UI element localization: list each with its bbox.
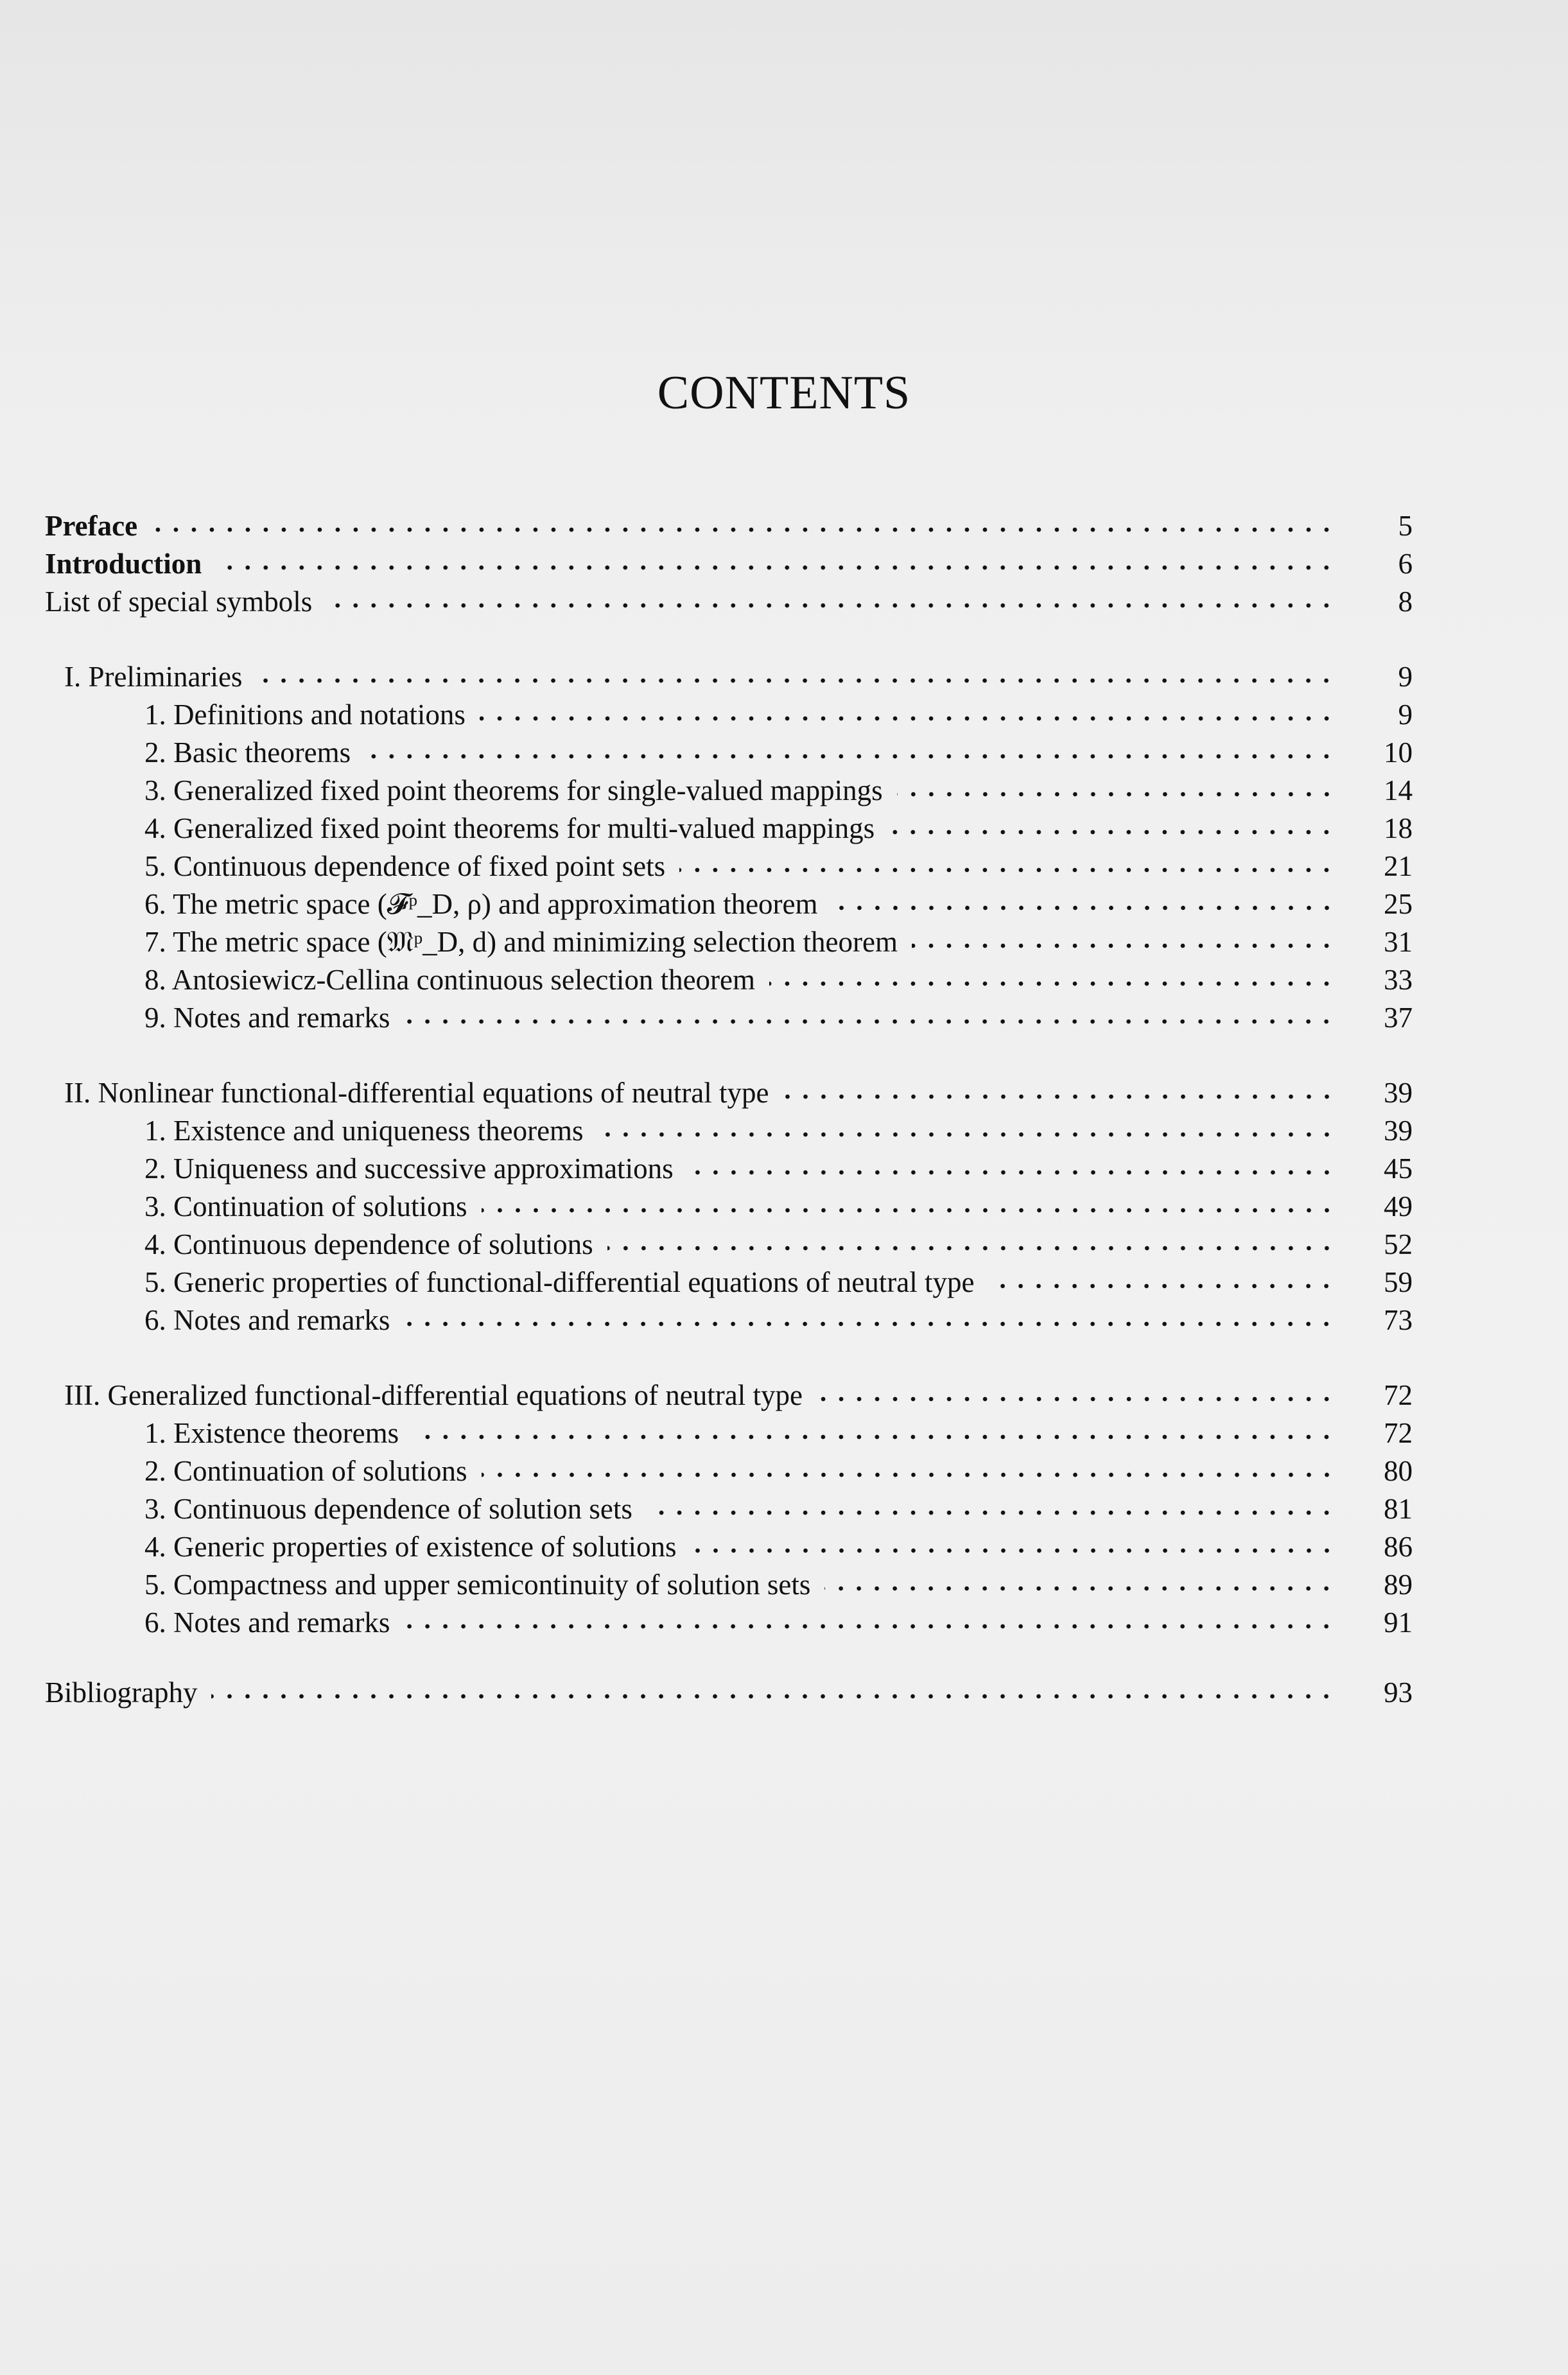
leader-dots [817,1396,1336,1402]
toc-section-label: 5. Compactness and upper semicontinuity of solution sets [144,1569,811,1601]
leader-dots [607,1246,1336,1251]
toc-entry-page: 93 [1384,1676,1413,1709]
leader-dots [152,527,1336,532]
toc-section [45,1490,1432,1528]
toc-section-label: 7. The metric space (𝔐ᵖ_D, d) and minimizing selection theorem [144,926,898,958]
toc-entry-page: 49 [1384,1190,1413,1222]
toc-section-label: 5. Continuous dependence of fixed point sets [144,850,666,882]
toc-entry-page: 31 [1384,926,1413,958]
toc-chapter-2 [45,1074,1432,1112]
leader-dots [482,1208,1336,1213]
toc-section-label: 6. Notes and remarks [144,1304,390,1336]
toc-chapter-label: II. Nonlinear functional-differential equations of neutral type [64,1077,769,1109]
toc-entry-page: 5 [1398,510,1413,542]
leader-dots [889,830,1336,835]
toc-section-label: 5. Generic properties of functional-differential equations of neutral type [144,1266,975,1298]
toc-entry-page: 9 [1398,661,1413,693]
toc-section-label: 2. Uniqueness and successive approximations [144,1153,674,1185]
toc-chapter-label: I. Preliminaries [64,661,243,693]
toc-section [45,772,1432,810]
toc-section-label: 1. Existence theorems [144,1417,399,1449]
leader-dots [769,981,1336,986]
toc-section [45,1452,1432,1490]
toc-entry-label: Bibliography [45,1676,198,1709]
toc-section-label: 3. Continuous dependence of solution sets [144,1493,632,1525]
toc-entry-page: 37 [1384,1002,1413,1034]
leader-dots [988,1283,1336,1289]
leader-dots [679,867,1336,873]
spacer [45,1339,1432,1377]
toc-entry-page: 72 [1384,1379,1413,1411]
leader-dots [482,1472,1336,1477]
leader-dots [211,1694,1336,1699]
toc-section [45,734,1432,772]
toc-chapter-1 [45,658,1432,696]
leader-dots [256,678,1336,683]
leader-dots [404,1321,1336,1327]
toc-entry-introduction [45,545,1432,583]
toc-section-label: 4. Generic properties of existence of solutions [144,1531,677,1563]
toc-section [45,848,1432,885]
toc-section-label: 2. Basic theorems [144,736,351,769]
toc-entry-page: 59 [1384,1266,1413,1298]
toc-section [45,885,1432,923]
leader-dots [897,792,1336,797]
leader-dots [824,1586,1336,1591]
toc-section [45,1264,1432,1301]
toc-entry-label: Introduction [45,548,202,580]
toc-entry-page: 25 [1384,888,1413,920]
page-title: CONTENTS [657,367,911,419]
toc-section-label: 3. Continuation of solutions [144,1190,467,1222]
toc-entry-page: 81 [1384,1493,1413,1525]
toc-section-label: 2. Continuation of solutions [144,1455,467,1487]
toc-section [45,1150,1432,1188]
toc-entry-page: 6 [1398,548,1413,580]
toc-entry-page: 91 [1384,1606,1413,1639]
toc-entry-page: 10 [1384,736,1413,769]
toc-entry-page: 33 [1384,964,1413,996]
leader-dots [413,1434,1336,1440]
toc-chapter-3 [45,1377,1432,1414]
toc-section [45,961,1432,999]
toc-section [45,923,1432,961]
toc-entry-page: 45 [1384,1153,1413,1185]
toc-entry-preface [45,507,1432,545]
toc-section-label: 3. Generalized fixed point theorems for single-valued mappings [144,774,883,806]
leader-dots [480,716,1336,721]
toc-section [45,1301,1432,1339]
leader-dots [365,754,1336,759]
leader-dots [326,603,1336,608]
toc-section-label: 1. Existence and uniqueness theorems [144,1115,584,1147]
toc-section [45,1414,1432,1452]
toc-section-label: 1. Definitions and notations [144,699,466,731]
toc-entry-page: 39 [1384,1077,1413,1109]
leader-dots [216,565,1336,570]
toc-entry-page: 80 [1384,1455,1413,1487]
toc-section [45,1112,1432,1150]
spacer [45,1642,1432,1674]
toc-entry-page: 9 [1398,699,1413,731]
toc-entry-special-symbols [45,583,1432,621]
toc-section [45,1226,1432,1264]
toc-entry-page: 14 [1384,774,1413,806]
toc-section-label: 6. Notes and remarks [144,1606,390,1639]
toc-section [45,1188,1432,1226]
toc-section [45,999,1432,1037]
toc-section [45,810,1432,848]
toc-section-label: 8. Antosiewicz-Cellina continuous selection theorem [144,964,756,996]
toc-entry-page: 39 [1384,1115,1413,1147]
leader-dots [598,1132,1336,1137]
leader-dots [647,1510,1336,1515]
toc-entry-page: 73 [1384,1304,1413,1336]
toc-entry-page: 72 [1384,1417,1413,1449]
toc-entry-bibliography [45,1674,1432,1712]
toc-section-label: 6. The metric space (𝓕ᵖ_D, ρ) and approximation theorem [144,888,818,920]
toc-section-label: 4. Generalized fixed point theorems for multi-valued mappings [144,812,875,844]
toc-section-label: 4. Continuous dependence of solutions [144,1228,593,1260]
leader-dots [688,1170,1336,1175]
leader-dots [404,1624,1336,1629]
toc-entry-page: 86 [1384,1531,1413,1563]
leader-dots [832,905,1336,910]
toc-entry-page: 89 [1384,1569,1413,1601]
toc-section [45,1566,1432,1604]
toc-entry-page: 8 [1398,586,1413,618]
toc-section-label: 9. Notes and remarks [144,1002,390,1034]
leader-dots [691,1548,1336,1553]
toc-chapter-label: III. Generalized functional-differential equations of neutral type [64,1379,803,1411]
toc-entry-label: List of special symbols [45,586,313,618]
spacer [45,1037,1432,1074]
leader-dots [783,1094,1336,1099]
toc-entry-label: Preface [45,510,138,542]
toc-entry-page: 52 [1384,1228,1413,1260]
toc-entry-page: 18 [1384,812,1413,844]
leader-dots [912,943,1336,948]
leader-dots [404,1019,1336,1024]
toc-section [45,696,1432,734]
toc-section [45,1528,1432,1566]
toc-entry-page: 21 [1384,850,1413,882]
toc-section [45,1604,1432,1642]
table-of-contents [45,507,1432,1712]
spacer [45,621,1432,658]
